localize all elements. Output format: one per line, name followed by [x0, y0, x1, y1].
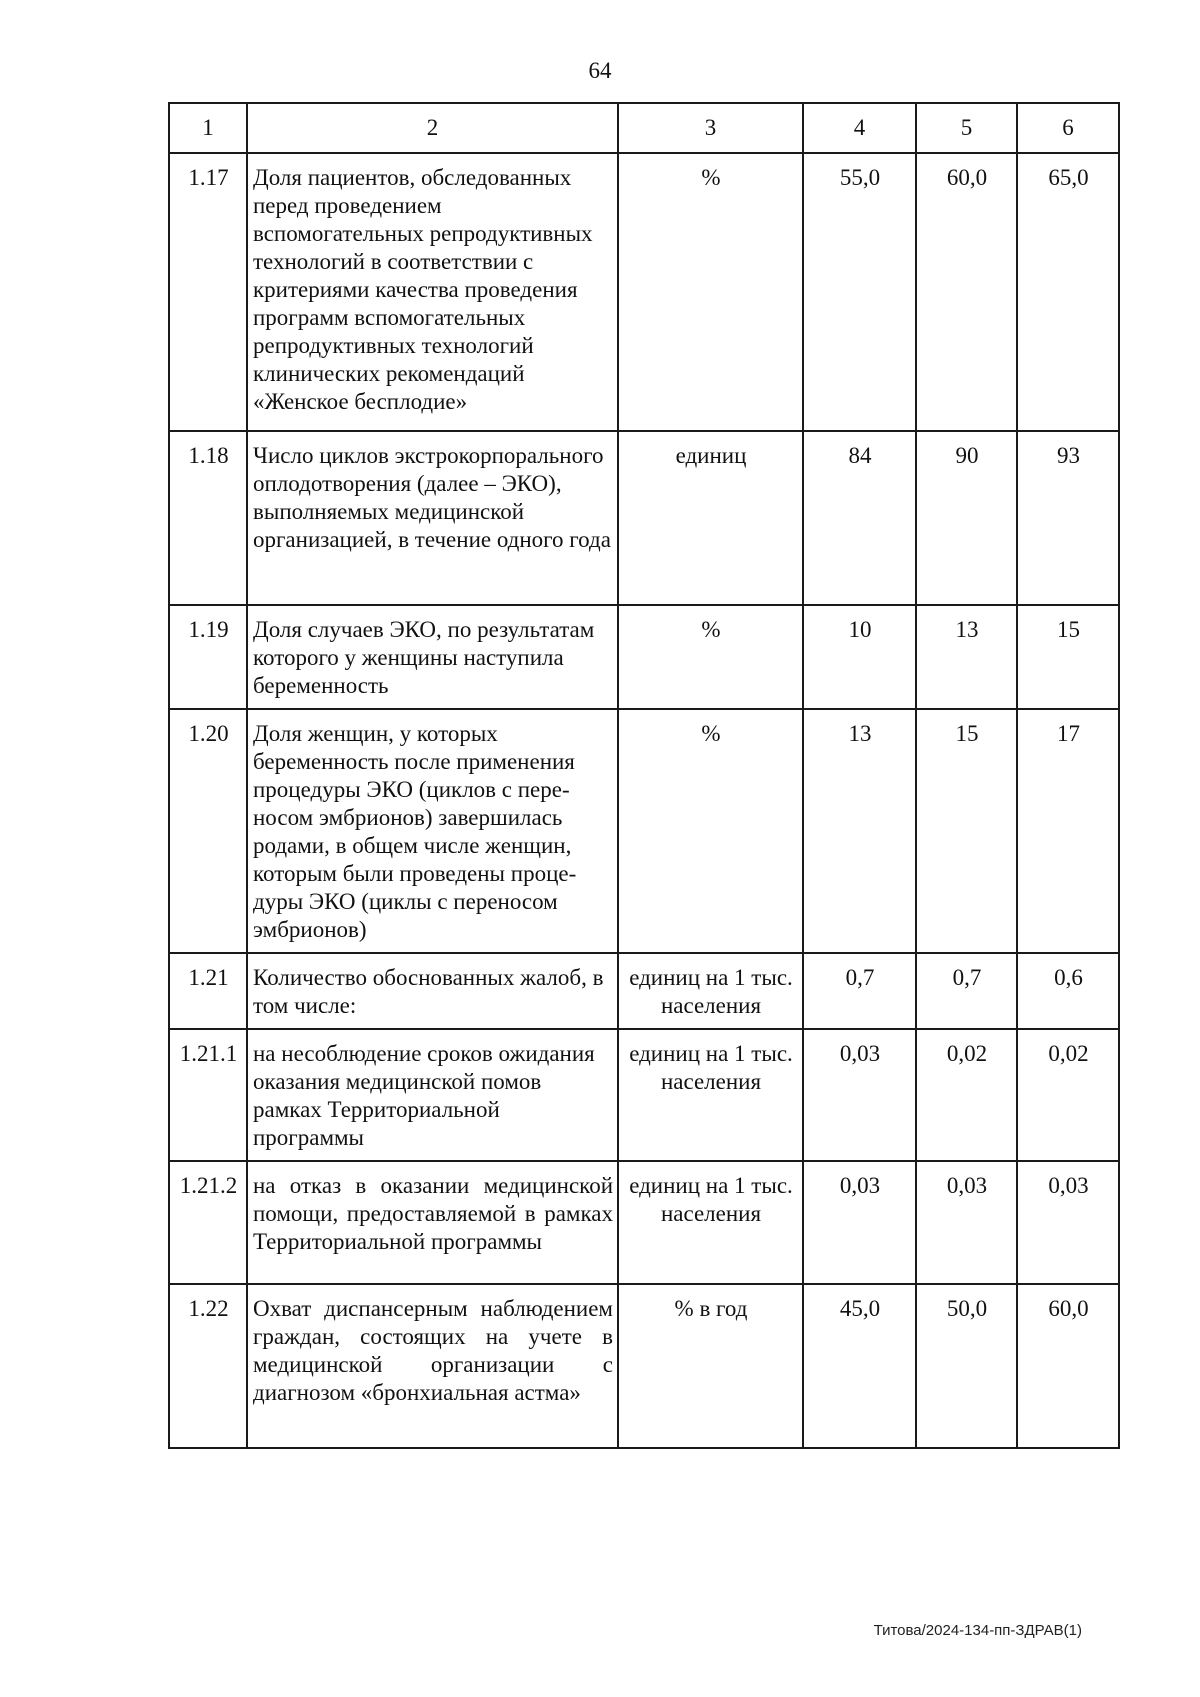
indicator-name: Доля случаев ЭКО, по результатам которого у женщины наступила беременность: [247, 605, 618, 709]
header-col-1: 1: [169, 103, 247, 153]
unit-cell: единиц на 1 тыс. населения: [618, 1029, 803, 1161]
unit-cell: %: [618, 153, 803, 431]
row-number: 1.18: [169, 431, 247, 605]
value-col-5: 0,03: [916, 1161, 1017, 1284]
table-row: [169, 153, 1119, 431]
row-number: 1.21.1: [169, 1029, 247, 1161]
indicator-name: Охват диспансерным наблюдением граждан, состоящих на учете в медицинской организации с диагнозом «бронхиальная астма»: [247, 1284, 618, 1448]
unit-cell: единиц: [618, 431, 803, 605]
row-number: 1.17: [169, 153, 247, 431]
value-col-4: 84: [803, 431, 916, 605]
indicator-name: Количество обоснованных жалоб, в том числе:: [247, 953, 618, 1029]
indicator-name: Доля пациентов, обследованных перед проведением вспомогательных репродуктивных технологий в соответствии с критериями качества проведения программ вспомогательных репродуктивных технологий клинических рекомендаций «Женское бесплодие»: [247, 153, 618, 431]
header-col-6: 6: [1017, 103, 1119, 153]
value-col-6: 0,6: [1017, 953, 1119, 1029]
unit-cell: % в год: [618, 1284, 803, 1448]
unit-cell: %: [618, 605, 803, 709]
header-col-2: 2: [247, 103, 618, 153]
value-col-6: 93: [1017, 431, 1119, 605]
value-col-6: 0,02: [1017, 1029, 1119, 1161]
indicator-name: на отказ в оказании медицинской помощи, предоставляемой в рамках Территориальной программы: [247, 1161, 618, 1284]
document-code: Титова/2024-134-пп-ЗДРАВ(1): [873, 1622, 1082, 1639]
header-col-3: 3: [618, 103, 803, 153]
value-col-5: 90: [916, 431, 1017, 605]
value-col-5: 0,02: [916, 1029, 1017, 1161]
value-col-5: 0,7: [916, 953, 1017, 1029]
row-number: 1.20: [169, 709, 247, 953]
value-col-5: 15: [916, 709, 1017, 953]
value-col-4: 13: [803, 709, 916, 953]
table-row: [169, 709, 1119, 953]
indicator-name: Доля женщин, у которых беременность после применения процедуры ЭКО (циклов с переносом эмбрионов) завершилась родами, в общем числе женщин, которым были проведены процедуры ЭКО (циклы с переносом эмбрионов): [247, 709, 618, 953]
indicators-table: [168, 102, 1120, 1449]
header-col-5: 5: [916, 103, 1017, 153]
table-row: [169, 1284, 1119, 1448]
row-number: 1.21: [169, 953, 247, 1029]
table-row: [169, 605, 1119, 709]
indicator-name: на несоблюдение сроков ожидания оказания медицинской помов рамках Территориальной программы: [247, 1029, 618, 1161]
table-row: [169, 953, 1119, 1029]
value-col-4: 0,7: [803, 953, 916, 1029]
table-header-row: [169, 103, 1119, 153]
value-col-6: 0,03: [1017, 1161, 1119, 1284]
value-col-4: 45,0: [803, 1284, 916, 1448]
table-row: [169, 1161, 1119, 1284]
unit-cell: %: [618, 709, 803, 953]
unit-cell: единиц на 1 тыс. населения: [618, 1161, 803, 1284]
value-col-6: 65,0: [1017, 153, 1119, 431]
value-col-5: 13: [916, 605, 1017, 709]
table-row: [169, 431, 1119, 605]
value-col-4: 55,0: [803, 153, 916, 431]
value-col-4: 0,03: [803, 1029, 916, 1161]
row-number: 1.19: [169, 605, 247, 709]
table-row: [169, 1029, 1119, 1161]
value-col-6: 17: [1017, 709, 1119, 953]
value-col-4: 0,03: [803, 1161, 916, 1284]
value-col-5: 50,0: [916, 1284, 1017, 1448]
indicator-name: Число циклов экстрокорпорального оплодотворения (далее – ЭКО), выполняемых медицинской организацией, в течение одного года: [247, 431, 618, 605]
header-col-4: 4: [803, 103, 916, 153]
unit-cell: единиц на 1 тыс. населения: [618, 953, 803, 1029]
value-col-6: 15: [1017, 605, 1119, 709]
value-col-6: 60,0: [1017, 1284, 1119, 1448]
value-col-5: 60,0: [916, 153, 1017, 431]
page-number: 64: [588, 58, 612, 83]
row-number: 1.21.2: [169, 1161, 247, 1284]
row-number: 1.22: [169, 1284, 247, 1448]
value-col-4: 10: [803, 605, 916, 709]
